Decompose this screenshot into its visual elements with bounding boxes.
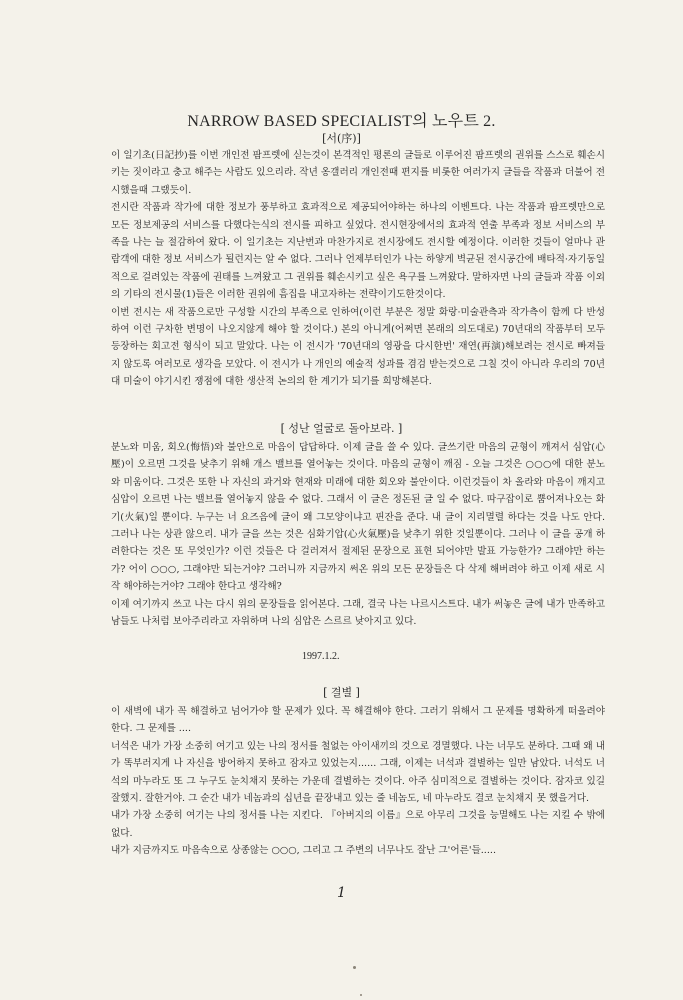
section-body-angry-face [111,439,605,630]
section-body-farewell [111,703,605,860]
paragraph: 이번 전시는 새 작품으로만 구성할 시간의 부족으로 인하여(이런 부분은 정말 화랑·미술관측과 작가측이 함께 다 반성하여 이런 구차한 변명이 나오지않게 해야 할 것이다.) 본의 아니게(어쩌면 본래의 의도대로) 70년대의 작품부터 모두 등장하는 회고전 형식이 되고 말았다. 나는 이 전시가 '70년대의 영광을 다시한번' 재연(再演)해보려는 전시로 빠져들지 않도록 여러모로 생각을 모았다. 이 전시가 나 개인의 예술적 성과를 겸검 받는것으로 그칠 것이 아니라 우리의 70년대 미술이 야기시킨 쟁점에 대한 생산적 논의의 한 계기가 되기를 희망해본다. [111,306,605,388]
section-heading-farewell: [ 결별 ] [323,686,360,699]
paper-speck [353,966,356,969]
paragraph: 이 일기초(日記抄)를 이번 개인전 팜프렛에 싣는것이 본격적인 평론의 글들로 이루어진 팜프렛의 권위를 스스로 훼손시키는 짓이라고 충고 해주는 사람도 있으리라. 작년 옹갤러리 개인전때 편지를 비롯한 여러가지 글들을 작품과 더불어 전시했을때 그랬듯이. [111,150,605,196]
paragraph: 이 새벽에 내가 꼭 해결하고 넘어가야 할 문제가 있다. 꼭 해결해야 한다. 그러기 위해서 그 문제를 명확하게 떠올려야 한다. 그 문제를 .... [111,706,605,735]
section-heading-preface: [서(序)] [322,132,361,145]
paragraph: 분노와 미움, 회오(悔悟)와 불안으로 마음이 답답하다. 이제 글을 쓸 수 있다. 글쓰기란 마음의 균형이 깨져서 심압(心壓)이 오르면 그것을 낮추기 위해 개스 밸브를 열어놓는 것이다. 마음의 균형이 깨짐 - 오늘 그것은 ○○○에 대한 분노와 미움이다. 그것은 또한 나 자신의 과거와 현재와 미래에 대한 회오와 불안이다. 이런것들이 차 올라와 마음이 깨지고 심압이 오르면 나는 밸브를 열어놓지 않을 수 없다. 그래서 이 글은 정돈된 글 일 수 없다. 따구잡이로 뿜어져나오는 화기(火氣)일 뿐이다. 누구는 너 요즈음에 글이 왜 그모양이냐고 핀잔을 준다. 내 글이 지리멸렬 하다는 것을 나도 안다. 그러나 나는 상관 않으리. 내가 글을 쓰는 것은 심화기압(心火氣壓)을 낮추기 위한 것일뿐이다. 그러나 이 글을 공개 하려한다는 것은 또 무엇인가? 이런 것들은 다 걸러져서 절제된 문장으로 표현 되어야만 발표 가능한가? 그래야만 하는가? 어이 ○○○, 그래야만 되는거야? 그러니까 지금까지 써온 위의 모든 문장들은 다 삭제 해버려야 하고 이제 새로 시작 해야하는거야? 그래야 한다고 생각해? [111,442,605,593]
paragraph: 전시란 작품과 작가에 대한 정보가 풍부하고 효과적으로 제공되어야하는 하나의 이벤트다. 나는 작품과 팜프렛만으로 모든 정보제공의 서비스를 다했다는식의 전시를 피하고 싶었다. 전시현장에서의 효과적 연출 부족과 정보 서비스의 부족을 나는 늘 절감하여 왔다. 이 일기초는 지난번과 마찬가지로 전시장에도 전시할 예정이다. 이러한 것들이 얼마나 관람객에 대한 정보 서비스가 될런지는 알 수 없다. 그러나 언제부터인가 나는 하얗게 벽균된 전시공간에 배타적·자기동일적으로 걸려있는 작품에 권태를 느껴왔고 그 권위를 훼손시키고 싶은 욕구를 느껴왔다. 말하자면 나의 글들과 작품 이외의 기타의 전시물(1)들은 이러한 권위에 흠집을 내고자하는 전략이기도한것이다. [111,202,605,301]
page-number: 1 [337,885,346,901]
paragraph: 이제 여기까지 쓰고 나는 다시 위의 문장들을 읽어본다. 그래, 결국 나는 나르시스트다. 내가 써놓은 글에 내가 만족하고 남들도 나처럼 보아주리라고 자위하며 나의 심압은 스르르 낮아지고 있다. [111,598,605,628]
dateline: 1997.1.2. [302,651,340,662]
section-body-preface [111,147,605,391]
paragraph: 너석은 내가 가장 소중히 여기고 있는 나의 정서를 철없는 아이새끼의 것으로 경멸했다. 나는 너무도 분하다. 그때 왜 내가 똑부러지게 나 자신을 방어하지 못하고 잠자고 있었는지...... 그래, 이제는 너석과 결별하는 일만 남았다. 너석도 너석의 마누라도 또 그 누구도 눈치채지 못하는 가운데 결별하는 것이다. 아주 심미적으로 결별하는 것이다. 잠자코 있길 잘했지. 잘한거야. 그 순간 내가 네놈과의 십년을 끝장내고 있는 줄 네놈도, 네 마누라도 결코 눈치채지 못 했을거다. [111,740,605,805]
paper-speck [360,994,362,996]
section-heading-angry-face: [ 성난 얼굴로 돌아보라. ] [280,422,403,435]
paragraph: 내가 가장 소중히 여기는 나의 정서를 나는 지킨다. 『아버지의 이름』으로 아무리 그것을 능멸해도 나는 지킬 수 밖에 없다. [111,810,605,839]
paragraph: 내가 지금까지도 마음속으로 상종않는 ○○○, 그리고 그 주변의 너무나도 잘난 그'어른'들..... [111,845,497,857]
document-title: NARROW BASED SPECIALIST의 노우트 2. [187,113,496,130]
